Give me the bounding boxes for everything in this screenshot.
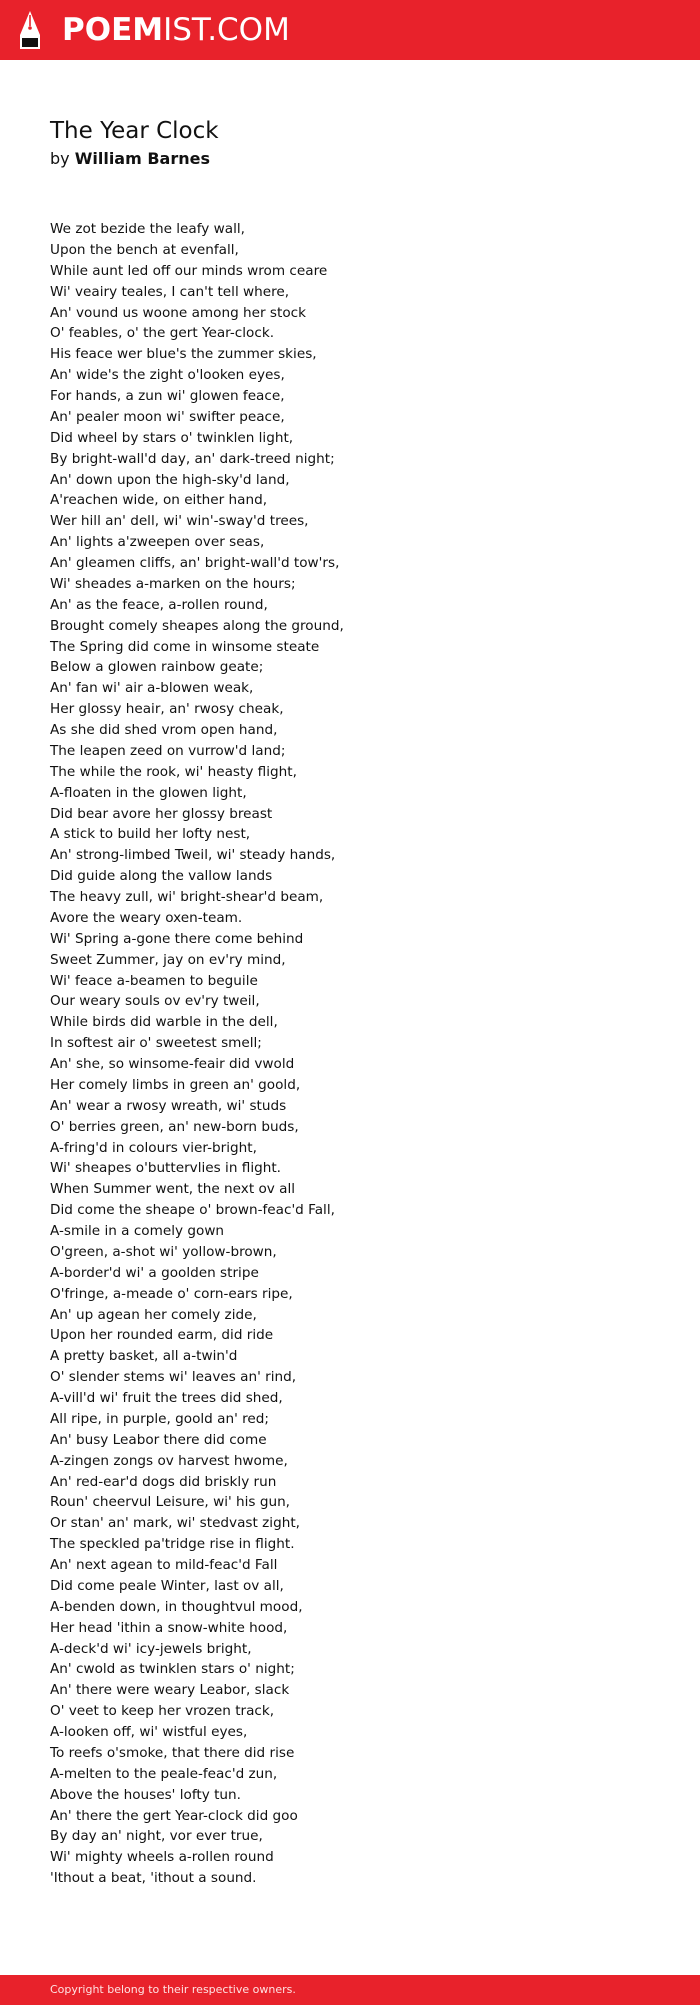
poem-line: We zot bezide the leafy wall,	[50, 221, 245, 237]
poem-author-link[interactable]: William Barnes	[74, 149, 210, 168]
poem-title: The Year Clock	[50, 118, 219, 144]
poem-line: O' berries green, an' new-born buds,	[50, 1118, 299, 1135]
poem-line: To reefs o'smoke, that there did rise	[50, 1744, 295, 1761]
poem-line: Wi' mighty wheels a-rollen round	[50, 1849, 274, 1866]
site-header	[0, 0, 700, 60]
poem-line: A-floaten in the glowen light,	[50, 784, 247, 801]
poem-line: A stick to build her lofty nest,	[50, 826, 251, 843]
poem-line: Did bear avore her glossy breast	[50, 805, 273, 822]
poem-line: The speckled pa'tridge rise in flight.	[50, 1536, 295, 1553]
poem-line: A-border'd wi' a goolden stripe	[50, 1264, 259, 1281]
poem-line: Brought comely sheapes along the ground,	[50, 617, 344, 634]
poem-line: Roun' cheervul Leisure, wi' his gun,	[50, 1494, 291, 1511]
poem-line: The while the rook, wi' heasty flight,	[50, 763, 297, 780]
poem-line: An' down upon the high-sky'd land,	[50, 471, 290, 488]
poem-line: A-zingen zongs ov harvest hwome,	[50, 1452, 288, 1469]
byline-prefix: by	[50, 149, 70, 168]
poem-line: By bright-wall'd day, an' dark-treed night;	[50, 450, 335, 467]
poem-line: An' there were weary Leabor, slack	[50, 1682, 290, 1699]
poem-line: O' feables, o' the gert Year-clock.	[50, 325, 275, 342]
poem-line: An' busy Leabor there did come	[50, 1431, 267, 1448]
poem-line: Wi' sheades a-marken on the hours;	[50, 575, 296, 592]
poem-line: As she did shed vrom open hand,	[50, 722, 278, 738]
poem-line: All ripe, in purple, goold an' red;	[50, 1410, 269, 1427]
poem-line: In softest air o' sweetest smell;	[50, 1035, 262, 1052]
poem-line: An' pealer moon wi' swifter peace,	[50, 408, 285, 425]
poem-line: Her head 'ithin a snow-white hood,	[50, 1619, 288, 1636]
poem-line: A-benden down, in thoughtvul mood,	[50, 1598, 303, 1615]
poem-line: Her comely limbs in green an' goold,	[50, 1076, 301, 1093]
poem-line: His feace wer blue's the zummer skies,	[50, 346, 317, 363]
poem-line: An' there the gert Year-clock did goo	[50, 1807, 298, 1824]
poem-line: An' up agean her comely zide,	[50, 1306, 257, 1323]
poem-line: An' wide's the zight o'looken eyes,	[50, 367, 285, 384]
poem-line: While aunt led off our minds wrom ceare	[50, 262, 328, 279]
poem-line: An' cwold as twinklen stars o' night;	[50, 1661, 295, 1678]
poem-line: A-fring'd in colours vier-bright,	[50, 1139, 257, 1156]
poem-line: An' next agean to mild-feac'd Fall	[50, 1557, 278, 1573]
poem-line: An' she, so winsome-feair did vwold	[50, 1056, 295, 1072]
poem-line: Did guide along the vallow lands	[50, 868, 273, 885]
logo-brand-bold: POEM	[62, 12, 164, 48]
poem-line: A-deck'd wi' icy-jewels bright,	[50, 1640, 252, 1657]
poem-line: A-smile in a comely gown	[50, 1223, 225, 1239]
poem-line: Did come peale Winter, last ov all,	[50, 1577, 284, 1594]
poem-line: An' wear a rwosy wreath, wi' studs	[50, 1097, 287, 1114]
poem-byline	[50, 148, 210, 170]
poem-line: O' veet to keep her vrozen track,	[50, 1703, 275, 1720]
pen-nib-icon[interactable]	[18, 10, 42, 50]
poem-line: Wi' veairy teales, I can't tell where,	[50, 283, 290, 300]
poem-line: For hands, a zun wi' glowen feace,	[50, 388, 285, 404]
poem-line: The heavy zull, wi' bright-shear'd beam,	[50, 889, 324, 905]
poem-line: An' red-ear'd dogs did briskly run	[50, 1473, 277, 1490]
poem-line: A-melten to the peale-feac'd zun,	[50, 1765, 278, 1782]
poem-line: A pretty basket, all a-twin'd	[50, 1348, 238, 1365]
poem-line: An' gleamen cliffs, an' bright-wall'd tow'rs,	[50, 555, 340, 571]
poem-line: Wer hill an' dell, wi' win'-sway'd trees,	[50, 513, 309, 530]
poem-line: Did come the sheape o' brown-feac'd Fall,	[50, 1202, 335, 1219]
poem-line: Upon her rounded earm, did ride	[50, 1327, 274, 1344]
poem-line: Sweet Zummer, jay on ev'ry mind,	[50, 951, 286, 968]
poem-line: Above the houses' lofty tun.	[50, 1786, 241, 1803]
poem-line: Did wheel by stars o' twinklen light,	[50, 429, 294, 446]
poem-line: Upon the bench at evenfall,	[50, 241, 239, 258]
poem-line: Wi' feace a-beamen to beguile	[50, 972, 258, 989]
poem-line: An' as the feace, a-rollen round,	[50, 596, 268, 613]
poem-line: O'green, a-shot wi' yollow-brown,	[50, 1243, 277, 1260]
poem-line: Wi' Spring a-gone there come behind	[50, 930, 304, 947]
poem-line: A-vill'd wi' fruit the trees did shed,	[50, 1390, 283, 1406]
poem-line: Below a glowen rainbow geate;	[50, 659, 264, 676]
poem-line: While birds did warble in the dell,	[50, 1014, 278, 1031]
poem-line: Or stan' an' mark, wi' stedvast zight,	[50, 1515, 300, 1532]
poem-body	[50, 219, 344, 1889]
poem-line: An' fan wi' air a-blowen weak,	[50, 680, 254, 697]
poem-line: The Spring did come in winsome steate	[50, 638, 320, 655]
poem-line: By day an' night, vor ever true,	[50, 1828, 263, 1845]
logo-brand-light: IST.COM	[163, 12, 290, 48]
poem-line: Wi' sheapes o'buttervlies in flight.	[50, 1160, 281, 1177]
poem-line: O'fringe, a-meade o' corn-ears ripe,	[50, 1285, 293, 1302]
poem-line: O' slender stems wi' leaves an' rind,	[50, 1369, 297, 1386]
poem-line: The leapen zeed on vurrow'd land;	[50, 742, 286, 759]
poem-line: Her glossy heair, an' rwosy cheak,	[50, 701, 284, 718]
poem-line: When Summer went, the next ov all	[50, 1181, 296, 1198]
poem-line: 'Ithout a beat, 'ithout a sound.	[50, 1870, 257, 1887]
poem-line: Our weary souls ov ev'ry tweil,	[50, 993, 260, 1010]
poem-line: An' strong-limbed Tweil, wi' steady hands,	[50, 847, 336, 864]
poem-line: A'reachen wide, on either hand,	[50, 492, 268, 509]
site-logo[interactable]	[62, 11, 290, 49]
poem-line: An' vound us woone among her stock	[50, 304, 307, 321]
poem-line: Avore the weary oxen-team.	[50, 909, 243, 926]
site-footer	[0, 1975, 700, 2005]
poem-line: An' lights a'zweepen over seas,	[50, 534, 265, 551]
poem-line: A-looken off, wi' wistful eyes,	[50, 1724, 248, 1740]
footer-copyright: Copyright belong to their respective owners.	[50, 1983, 296, 1996]
